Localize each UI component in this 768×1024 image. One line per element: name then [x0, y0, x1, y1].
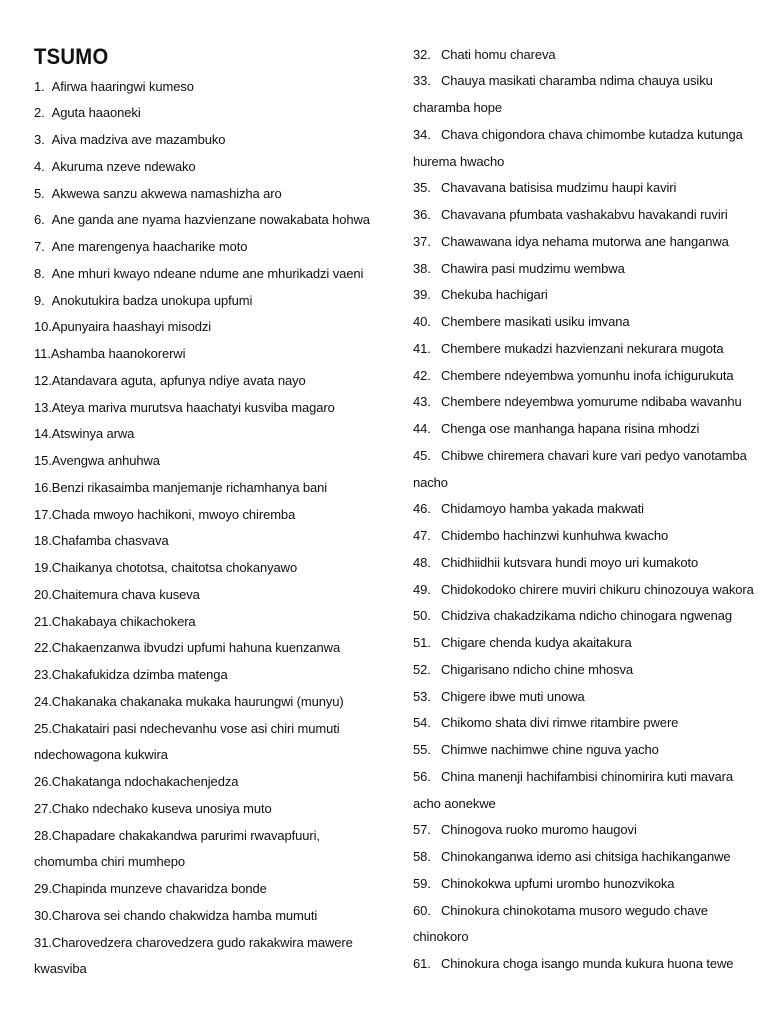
proverb-item	[34, 635, 384, 662]
proverb-item	[413, 309, 753, 336]
proverb-text: Chinokokwa upfumi urombo hunozvikoka	[441, 875, 675, 891]
proverb-text: Ashamba haanokorerwi	[50, 346, 186, 361]
proverb-item	[34, 368, 384, 395]
proverb-text: Chembere mukadzi hazvienzani nekurara mugota	[441, 340, 724, 356]
proverb-number: 60.	[413, 902, 431, 918]
proverb-number: 16.	[34, 479, 52, 495]
proverb-text: Chauya masikati charamba ndima chauya usiku	[441, 73, 713, 89]
proverb-number: 26.	[34, 774, 52, 789]
proverb-number: 43.	[413, 394, 431, 410]
proverb-item	[34, 421, 384, 448]
proverb-text: Ane mhuri kwayo ndeane ndume ane mhurikadzi vaeni	[51, 265, 364, 281]
proverb-number: 49.	[413, 581, 431, 597]
proverb-text: Chigarisano ndicho chine mhosva	[441, 661, 634, 677]
proverb-number: 7.	[34, 239, 45, 254]
proverb-item	[34, 769, 384, 796]
proverb-text: Avengwa anhuhwa	[51, 453, 160, 468]
proverb-text: Apunyaira haashayi misodzi	[51, 319, 212, 335]
proverb-number: 28.	[34, 827, 52, 843]
proverb-number: 27.	[34, 800, 52, 816]
proverb-item	[34, 555, 384, 582]
proverb-item	[34, 154, 384, 181]
proverb-item	[34, 448, 384, 475]
proverb-number: 31.	[34, 934, 52, 950]
proverb-item	[34, 502, 384, 529]
proverb-list-left	[34, 74, 384, 984]
proverb-item	[34, 689, 384, 716]
proverb-list-right	[413, 42, 753, 978]
proverb-text: Charova sei chando chakwidza hamba mumuti	[51, 907, 318, 923]
proverb-text: Chawira pasi mudzimu wembwa	[441, 260, 625, 276]
proverb-number: 34.	[413, 126, 431, 142]
proverb-item	[413, 871, 753, 898]
proverb-text: Chakatanga ndochakachenjedza	[51, 774, 239, 789]
proverb-item	[413, 737, 753, 764]
proverb-number: 24.	[34, 693, 52, 709]
proverb-number: 20.	[34, 586, 52, 602]
proverb-item	[413, 577, 753, 604]
proverb-continuation: chomumba chiri mumhepo	[34, 854, 185, 870]
proverb-item	[413, 844, 753, 871]
proverb-text: Chekuba hachigari	[441, 287, 548, 303]
proverb-number: 42.	[413, 367, 431, 383]
proverb-item	[34, 234, 384, 261]
proverb-number: 29.	[34, 881, 52, 896]
proverb-number: 55.	[413, 742, 431, 757]
proverb-text: Chaikanya chototsa, chaitotsa chokanyawo	[51, 560, 298, 575]
proverb-text: Chembere ndeyembwa yomunhu inofa ichigurukuta	[441, 367, 734, 383]
proverb-text: Chidamoyo hamba yakada makwati	[441, 501, 644, 517]
proverb-text: Chati homu chareva	[441, 46, 556, 62]
proverb-item	[34, 528, 384, 555]
proverb-number: 12.	[34, 372, 52, 388]
proverb-text: Chigare chenda kudya akaitakura	[441, 635, 632, 650]
proverb-number: 5.	[34, 185, 45, 201]
proverb-item	[34, 127, 384, 154]
proverb-text: Chidziva chakadzikama ndicho chinogara ngwenag	[441, 608, 732, 624]
proverb-text: Chinokura chinokotama musoro wegudo chave	[441, 902, 708, 918]
proverb-text: Chembere ndeyembwa yomurume ndibaba wavanhu	[441, 394, 742, 410]
proverb-continuation: acho aonekwe	[413, 795, 496, 811]
proverb-item	[34, 395, 384, 422]
proverb-item	[413, 175, 753, 202]
proverb-text: Chigere ibwe muti unowa	[441, 688, 585, 704]
proverb-number: 14.	[34, 426, 52, 442]
proverb-item	[413, 523, 753, 550]
proverb-item	[34, 74, 384, 101]
proverb-text: Aguta haaoneki	[51, 105, 141, 121]
proverb-text: Atswinya arwa	[51, 426, 135, 442]
proverb-item	[34, 662, 384, 689]
proverb-number: 56.	[413, 768, 431, 784]
proverb-item	[413, 68, 753, 95]
proverb-item	[34, 930, 384, 957]
proverb-text: Chibwe chiremera chavari kure vari pedyo vanotamba	[441, 447, 747, 463]
proverb-item	[34, 341, 384, 368]
proverb-number: 37.	[413, 233, 431, 249]
proverb-number: 36.	[413, 207, 431, 222]
proverb-number: 21.	[34, 613, 52, 629]
proverb-number: 44.	[413, 421, 431, 436]
proverb-text: Chidhiidhii kutsvara hundi moyo uri kumakoto	[441, 554, 699, 570]
proverb-item	[413, 363, 753, 390]
proverb-number: 32.	[413, 46, 431, 62]
proverb-item	[34, 796, 384, 823]
proverb-text: Chinokura choga isango munda kukura huona tewe	[441, 956, 734, 971]
proverb-number: 52.	[413, 661, 431, 677]
proverb-text: Chavavana pfumbata vashakabvu havakandi ruviri	[441, 207, 728, 222]
proverb-number: 10.	[34, 319, 52, 335]
proverb-number: 39.	[413, 287, 431, 303]
proverb-number: 22.	[34, 640, 52, 656]
proverb-text: Chenga ose manhanga hapana risina mhodzi	[441, 421, 700, 436]
proverb-item	[413, 951, 753, 978]
proverb-item	[413, 496, 753, 523]
proverb-text: Chafamba chasvava	[51, 533, 169, 549]
proverb-item	[413, 684, 753, 711]
proverb-item	[34, 716, 384, 743]
proverb-text: Afirwa haaringwi kumeso	[51, 78, 194, 94]
proverb-item	[413, 389, 753, 416]
proverb-number: 50.	[413, 608, 431, 624]
proverb-text: Chembere masikati usiku imvana	[441, 314, 630, 329]
proverb-item	[413, 898, 753, 925]
proverb-number: 33.	[413, 73, 431, 89]
proverb-number: 41.	[413, 340, 431, 356]
proverb-text: Chapinda munzeve chavaridza bonde	[51, 881, 267, 896]
proverb-item	[34, 261, 384, 288]
proverb-number: 58.	[413, 849, 431, 864]
proverb-number: 1.	[34, 78, 45, 94]
proverb-item	[413, 657, 753, 684]
proverb-text: Chako ndechako kuseva unosiya muto	[51, 800, 272, 816]
proverb-number: 38.	[413, 260, 431, 276]
proverb-number: 46.	[413, 501, 431, 517]
proverb-number: 54.	[413, 715, 431, 731]
proverb-number: 9.	[34, 292, 45, 308]
proverb-item	[34, 823, 384, 850]
proverb-item	[34, 207, 384, 234]
proverb-number: 13.	[34, 399, 52, 415]
proverb-number: 18.	[34, 533, 52, 549]
proverb-item	[413, 122, 753, 149]
proverb-text: Chaitemura chava kuseva	[51, 586, 200, 602]
proverb-text: Akuruma nzeve ndewako	[51, 158, 196, 174]
proverb-number: 2.	[34, 105, 45, 121]
proverb-item	[34, 876, 384, 903]
proverb-item	[413, 764, 753, 791]
proverb-item	[413, 817, 753, 844]
proverb-number: 45.	[413, 447, 431, 463]
proverb-item	[413, 42, 753, 69]
proverb-item	[34, 903, 384, 930]
proverb-number: 11.	[34, 346, 51, 361]
proverb-number: 30.	[34, 907, 52, 923]
proverb-continuation: kwasviba	[34, 961, 87, 977]
proverb-text: Charovedzera charovedzera gudo rakakwira mawere	[51, 934, 353, 950]
proverb-number: 61.	[413, 956, 431, 971]
proverb-item	[34, 582, 384, 609]
proverb-item	[413, 229, 753, 256]
proverb-continuation: charamba hope	[413, 100, 503, 115]
proverb-item	[413, 603, 753, 630]
proverb-item	[413, 202, 753, 229]
page-title: TSUMO	[34, 44, 109, 69]
proverb-number: 47.	[413, 528, 431, 543]
proverb-number: 35.	[413, 180, 431, 196]
proverb-item	[34, 609, 384, 636]
proverb-number: 15.	[34, 453, 52, 468]
proverb-text: Chidembo hachinzwi kunhuhwa kwacho	[441, 528, 669, 543]
proverb-number: 17.	[34, 506, 52, 522]
proverb-text: Ane ganda ane nyama hazvienzane nowakabata hohwa	[51, 212, 370, 228]
proverb-text: Chakatairi pasi ndechevanhu vose asi chiri mumuti	[51, 720, 340, 736]
proverb-text: Chinokanganwa idemo asi chitsiga hachikanganwe	[441, 849, 731, 864]
proverb-item	[413, 630, 753, 657]
proverb-number: 57.	[413, 822, 431, 838]
proverb-text: Benzi rikasaimba manjemanje richamhanya bani	[51, 479, 328, 495]
proverb-number: 48.	[413, 554, 431, 570]
proverb-text: Chapadare chakakandwa parurimi rwavapfuuri,	[51, 827, 320, 843]
proverb-item	[413, 336, 753, 363]
proverb-number: 25.	[34, 720, 52, 736]
proverb-text: Chawawana idya nehama mutorwa ane hanganwa	[441, 233, 729, 249]
proverb-item	[413, 443, 753, 470]
proverb-text: Chavavana batisisa mudzimu haupi kaviri	[441, 180, 677, 196]
proverb-item	[413, 256, 753, 283]
proverb-item	[34, 314, 384, 341]
proverb-text: Chakaenzanwa ibvudzi upfumi hahuna kuenzanwa	[51, 640, 341, 656]
proverb-text: Anokutukira badza unokupa upfumi	[51, 292, 253, 308]
proverb-number: 59.	[413, 875, 431, 891]
proverb-item	[34, 475, 384, 502]
proverb-text: Chava chigondora chava chimombe kutadza kutunga	[441, 126, 743, 142]
proverb-item	[413, 550, 753, 577]
proverb-number: 4.	[34, 158, 45, 174]
proverb-text: Akwewa sanzu akwewa namashizha aro	[51, 185, 282, 201]
proverb-text: Chakabaya chikachokera	[51, 613, 196, 629]
proverb-text: Chimwe nachimwe chine nguva yacho	[441, 742, 659, 757]
proverb-text: Atandavara aguta, apfunya ndiye avata nayo	[51, 372, 306, 388]
proverb-text: China manenji hachifambisi chinomirira kuti mavara	[441, 768, 733, 784]
proverb-item	[413, 710, 753, 737]
proverb-number: 23.	[34, 667, 52, 682]
proverb-continuation: nacho	[413, 474, 448, 490]
proverb-item	[34, 100, 384, 127]
proverb-item	[34, 181, 384, 208]
proverb-continuation: hurema hwacho	[413, 153, 505, 169]
proverb-number: 3.	[34, 132, 45, 147]
proverb-text: Chikomo shata divi rimwe ritambire pwere	[441, 715, 679, 731]
proverb-continuation: chinokoro	[413, 929, 469, 945]
proverb-continuation: ndechowagona kukwira	[34, 747, 168, 763]
proverb-item	[34, 288, 384, 315]
proverb-number: 19.	[34, 560, 52, 575]
proverb-item	[413, 282, 753, 309]
proverb-text: Ane marengenya haacharike moto	[51, 239, 248, 254]
proverb-text: Chada mwoyo hachikoni, mwoyo chiremba	[51, 506, 296, 522]
proverb-text: Chakanaka chakanaka mukaka haurungwi (munyu)	[51, 693, 344, 709]
proverb-number: 6.	[34, 212, 45, 228]
proverb-text: Ateya mariva murutsva haachatyi kusviba magaro	[51, 399, 335, 415]
proverb-text: Aiva madziva ave mazambuko	[51, 132, 226, 147]
proverb-text: Chidokodoko chirere muviri chikuru chinozouya wakora	[441, 581, 754, 597]
proverb-number: 51.	[413, 635, 431, 650]
proverb-text: Chinogova ruoko muromo haugovi	[441, 822, 637, 838]
proverb-number: 8.	[34, 265, 45, 281]
proverb-item	[413, 416, 753, 443]
proverb-text: Chakafukidza dzimba matenga	[51, 667, 228, 682]
proverb-number: 53.	[413, 688, 431, 704]
proverb-number: 40.	[413, 314, 431, 329]
